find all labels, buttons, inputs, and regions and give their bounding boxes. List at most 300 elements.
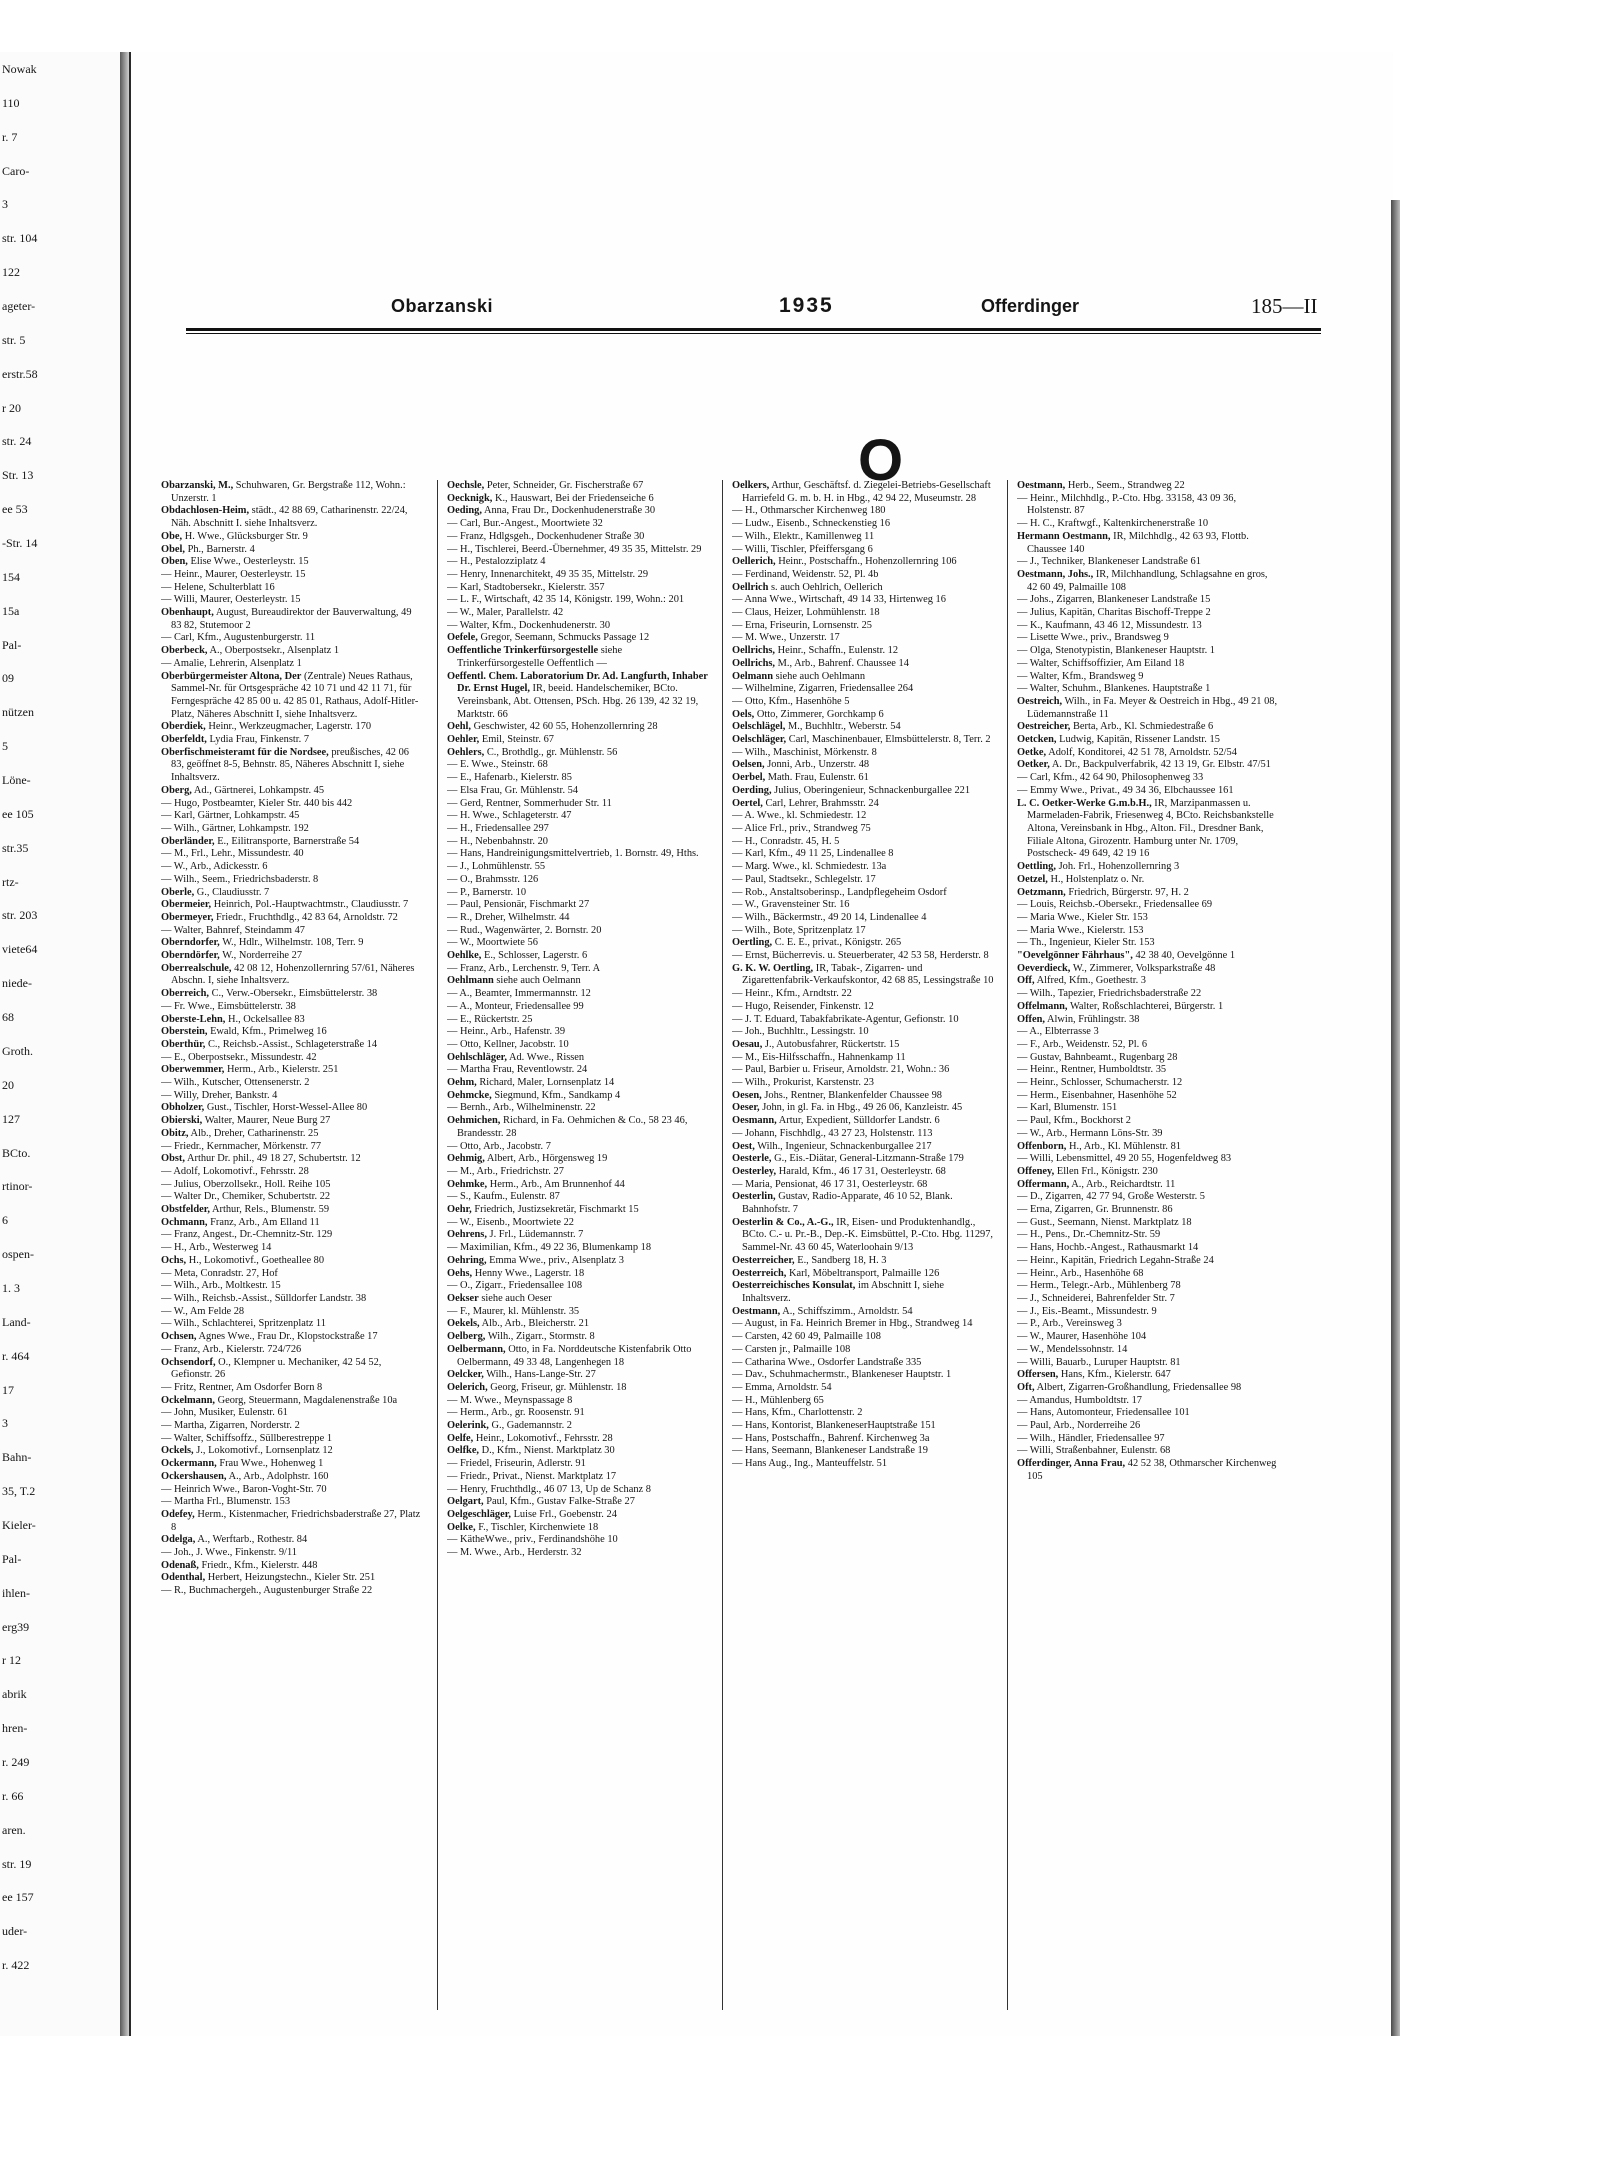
directory-entry (161, 1153, 423, 1166)
entry-surname: Offen, (1017, 1013, 1045, 1025)
directory-entry (732, 1090, 994, 1103)
entry-details: — P., Barnerstr. 10 (447, 886, 527, 898)
entry-details: — Walter, Schiffsoffz., Süllberestreppe 1 (161, 1432, 333, 1444)
entry-details: Geschwister, 42 60 55, Hohenzollernring 28 (473, 721, 658, 733)
directory-entry (161, 988, 423, 1001)
entry-details: — Paul, Barbier u. Friseur, Arnoldstr. 21, Wohn.: 36 (732, 1064, 950, 1076)
entry-details: — M., Arb., Friedrichstr. 27 (447, 1165, 564, 1177)
entry-details: Ludwig, Kapitän, Rissener Landstr. 15 (1059, 734, 1220, 746)
entry-details: Hans, Kfm., Kielerstr. 647 (1060, 1369, 1171, 1381)
left-page-fragment: Kieler- (2, 1517, 36, 1532)
entry-surname: Oberwemmer, (161, 1064, 225, 1076)
directory-entry (161, 721, 423, 734)
directory-entry (161, 1458, 423, 1471)
entry-surname: Oeding, (447, 505, 482, 517)
directory-entry (732, 1331, 994, 1344)
left-page-fragment: str.35 (2, 840, 29, 855)
directory-entry (732, 1407, 994, 1420)
page-edge-shadow (1391, 200, 1400, 2036)
directory-entry (161, 1001, 423, 1014)
entry-details: — W., Gravensteiner Str. 16 (732, 899, 850, 911)
entry-details: — Wilh., Kutscher, Ottensenerstr. 2 (161, 1077, 310, 1089)
directory-entry (161, 836, 423, 849)
directory-entry (447, 1268, 709, 1281)
entry-surname: Oelerink, (447, 1420, 489, 1432)
left-page-fragment: erg39 (2, 1619, 30, 1634)
directory-entry (1017, 493, 1279, 518)
left-page-fragment: str. 203 (2, 908, 38, 923)
entry-details: — Willi, Bauarb., Luruper Hauptstr. 81 (1017, 1356, 1181, 1368)
entry-details: — Johs., Zigarren, Blankeneser Landstraße 15 (1017, 594, 1211, 606)
entry-surname: Oehlmann (447, 975, 494, 987)
directory-entry (447, 721, 709, 734)
directory-entry (447, 798, 709, 811)
entry-details: — Julius, Kapitän, Charitas Bischoff-Treppe 2 (1017, 607, 1211, 619)
entry-surname: Oehlke, (447, 950, 482, 962)
book-gutter-shadow (120, 52, 129, 2036)
entry-surname: Oelgart, (447, 1496, 484, 1508)
directory-entry (732, 671, 994, 684)
directory-entry (1017, 620, 1279, 633)
entry-details: M., Arb., Bahrenf. Chaussee 14 (777, 657, 909, 669)
entry-surname: Obarzanski, M., (161, 480, 234, 491)
entry-details: — M. Wwe., Arb., Herderstr. 32 (447, 1547, 582, 1559)
left-page-fragment: BCto. (2, 1145, 31, 1160)
directory-entry (161, 1052, 423, 1065)
entry-details: — Walter Dr., Chemiker, Schubertstr. 22 (161, 1191, 331, 1203)
directory-column-1 (161, 480, 423, 2010)
directory-entry (732, 1357, 994, 1370)
entry-surname: Oellrich (732, 581, 769, 593)
entry-details: Arthur, Geschäftsf. d. Ziegelei-Betriebs-Gesellschaft Harriefeld G. m. b. H. in Hbg., 42 94 22, Museumstr. 28 (742, 480, 991, 504)
entry-details: Heinr., Werkzeugmacher, Lagerstr. 170 (208, 721, 372, 733)
directory-entry (447, 963, 709, 976)
entry-details: — W., Maler, Parallelstr. 42 (447, 607, 564, 619)
entry-details: — Hugo, Postbeamter, Kieler Str. 440 bis 442 (161, 797, 353, 809)
left-page-fragment: 20 (2, 1077, 14, 1092)
entry-details: — Erna, Friseurin, Lornsenstr. 25 (732, 619, 872, 631)
directory-entry (1017, 1318, 1279, 1331)
left-page-fragment: 127 (2, 1111, 20, 1126)
directory-entry (732, 963, 994, 988)
directory-entry (161, 569, 423, 582)
directory-entry (447, 1064, 709, 1077)
directory-entry (161, 1090, 423, 1103)
entry-details: — W., Mendelssohnstr. 14 (1017, 1343, 1128, 1355)
directory-entry (1017, 988, 1279, 1001)
page-number: 185—II (1251, 294, 1318, 318)
entry-surname: Oesterlin, (732, 1191, 776, 1203)
entry-details: K., Hauswart, Bei der Friedenseiche 6 (494, 492, 654, 504)
entry-details: Agnes Wwe., Frau Dr., Klopstockstraße 17 (198, 1331, 378, 1343)
entry-surname: Oetzel, (1017, 873, 1048, 885)
entry-details: — Elsa Frau, Gr. Mühlenstr. 54 (447, 784, 579, 796)
entry-details: — H., Tischlerei, Beerd.-Übernehmer, 49 35 35, Mittelstr. 29 (447, 543, 702, 555)
entry-details: H., Lokomotivf., Goetheallee 80 (188, 1254, 325, 1266)
entry-details: August, Bureaudirektor der Bauverwaltung, 49 83 82, Stutemoor 2 (171, 607, 412, 631)
entry-details: — M., Frl., Lehr., Missundestr. 40 (161, 848, 304, 860)
entry-details: — Fritz, Rentner, Am Osdorfer Born 8 (161, 1381, 323, 1393)
entry-details: — Emmy Wwe., Privat., 49 34 36, Elbchaussee 161 (1017, 784, 1234, 796)
entry-details: — Karl, Gärtner, Lohkampstr. 45 (161, 810, 300, 822)
directory-entry (447, 1039, 709, 1052)
entry-surname: Oehm, (447, 1077, 477, 1089)
entry-details: — Rud., Wagenwärter, 2. Bornstr. 20 (447, 924, 602, 936)
directory-entry (161, 645, 423, 658)
directory-entry (447, 1242, 709, 1255)
entry-surname: Oestmann, (732, 1305, 781, 1317)
entry-details: — Paul, Kfm., Bockhorst 2 (1017, 1115, 1132, 1127)
entry-details: — Wilh., Schlachterei, Spritzenplatz 11 (161, 1318, 326, 1330)
entry-details: — Herm., Eisenbahner, Hasenhöhe 52 (1017, 1089, 1177, 1101)
entry-surname: Oberbeck, (161, 645, 208, 657)
entry-details: s. auch Oehlrich, Oellerich (770, 581, 883, 593)
directory-entry (447, 1191, 709, 1204)
directory-entry (447, 975, 709, 988)
directory-entry (161, 1306, 423, 1319)
directory-entry (1017, 1191, 1279, 1204)
entry-details: — Gustav, Bahnbeamt., Rugenbarg 28 (1017, 1051, 1178, 1063)
entry-details: — A., Beamter, Immermannstr. 12 (447, 988, 591, 1000)
directory-entry (732, 1318, 994, 1331)
entry-details: — R., Buchmachergeh., Augustenburger Straße 22 (161, 1585, 373, 1597)
entry-details: — P., Arb., Vereinsweg 3 (1017, 1318, 1122, 1330)
entry-details: — Wilhelmine, Zigarren, Friedensallee 264 (732, 683, 914, 695)
entry-details: — W., Eisenb., Moortwiete 22 (447, 1216, 574, 1228)
directory-entry (447, 1484, 709, 1497)
directory-entry (1017, 645, 1279, 658)
directory-entry (161, 632, 423, 645)
entry-details: — Wilh., Arb., Moltkestr. 15 (161, 1280, 281, 1292)
directory-entry (1017, 734, 1279, 747)
entry-details: Math. Frau, Eulenstr. 61 (767, 772, 869, 784)
directory-entry (732, 1001, 994, 1014)
entry-details: Friedr., Kfm., Kielerstr. 448 (201, 1559, 318, 1571)
directory-entry (732, 1344, 994, 1357)
directory-entry (1017, 1395, 1279, 1408)
entry-details: Wilh., Hans-Lange-Str. 27 (486, 1369, 596, 1381)
directory-entry (1017, 1433, 1279, 1446)
entry-details: siehe auch Oeser (481, 1293, 552, 1304)
entry-surname: Off, (1017, 975, 1035, 987)
directory-entry (161, 1026, 423, 1039)
directory-entry (732, 1458, 994, 1471)
directory-entry (1017, 861, 1279, 874)
entry-surname: Oberrealschule, (161, 962, 232, 974)
left-page-fragment: abrik (2, 1687, 27, 1702)
left-page-fragment: r. 7 (2, 129, 18, 144)
directory-entry (732, 899, 994, 912)
directory-entry (732, 556, 994, 569)
directory-entry (447, 887, 709, 900)
directory-entry (447, 505, 709, 518)
directory-entry (161, 1585, 423, 1598)
directory-entry (447, 988, 709, 1001)
entry-surname: Oerbel, (732, 772, 766, 784)
directory-entry (732, 1014, 994, 1027)
entry-details: — H. C., Kraftwgf., Kaltenkirchenerstraße 10 (1017, 518, 1209, 530)
directory-entry (447, 1090, 709, 1103)
entry-surname: Oehmke, (447, 1178, 488, 1190)
entry-details: — Martha Frau, Reventlowstr. 24 (447, 1064, 588, 1076)
entry-surname: Oelerich, (447, 1381, 488, 1393)
entry-details: Herbert, Heizungstechn., Kieler Str. 251 (207, 1572, 376, 1584)
left-page-fragment: Pal- (2, 637, 22, 652)
entry-surname: Oehrens, (447, 1229, 487, 1241)
directory-entry (447, 1547, 709, 1560)
left-page-fragment: niede- (2, 976, 32, 991)
entry-details: — O., Brahmsstr. 126 (447, 873, 539, 885)
entry-surname: Oehmichen, (447, 1115, 501, 1127)
entry-surname: Oehr, (447, 1204, 472, 1216)
directory-entry (161, 544, 423, 557)
directory-entry (732, 518, 994, 531)
directory-entry (161, 848, 423, 861)
entry-details: — Franz, Arb., Kielerstr. 724/726 (161, 1343, 302, 1355)
directory-entry (1017, 658, 1279, 671)
directory-entry (732, 1420, 994, 1433)
entry-details: — Paul, Arb., Norderreihe 26 (1017, 1420, 1141, 1432)
directory-entry (732, 1115, 994, 1128)
directory-entry (1017, 671, 1279, 684)
entry-surname: Oelfke, (447, 1445, 480, 1457)
entry-details: C. E. E., privat., Königstr. 265 (774, 937, 902, 949)
entry-details: H., Holstenplatz o. Nr. (1050, 873, 1145, 885)
entry-details: — S., Kaufm., Eulenstr. 87 (447, 1191, 560, 1203)
entry-details: — R., Dreher, Wilhelmstr. 44 (447, 911, 570, 923)
entry-details: Emma Wwe., priv., Alsenplatz 3 (489, 1254, 624, 1266)
directory-entry (732, 988, 994, 1001)
entry-details: Artur, Expedient, Sülldorfer Landstr. 6 (778, 1115, 940, 1127)
directory-entry (732, 734, 994, 747)
directory-entry (161, 937, 423, 950)
entry-details: — Walter, Schuhm., Blankenes. Hauptstraße 1 (1017, 683, 1211, 695)
entry-surname: Oehler, (447, 734, 480, 746)
entry-details: — Hans, Kfm., Charlottenstr. 2 (732, 1407, 863, 1419)
directory-entry (732, 1179, 994, 1192)
entry-details: H., Ockelsallee 83 (227, 1013, 305, 1025)
left-page-fragment: Pal- (2, 1551, 22, 1566)
directory-entry (447, 785, 709, 798)
directory-entry (447, 899, 709, 912)
entry-details: — Heinr., Kfm., Arndtstr. 22 (732, 988, 852, 1000)
entry-details: Siegmund, Kfm., Sandkamp 4 (494, 1089, 621, 1101)
entry-details: John, in gl. Fa. in Hbg., 49 26 06, Kanzleistr. 45 (762, 1102, 963, 1114)
entry-surname: Oellrichs, (732, 657, 775, 669)
entry-surname: Oberbürgermeister Altona, Der (161, 670, 302, 682)
entry-surname: Oertel, (732, 797, 763, 809)
left-page-fragment: r. 464 (2, 1348, 30, 1363)
left-page-fragment: r 12 (2, 1653, 21, 1668)
directory-entry (447, 1153, 709, 1166)
directory-entry (1017, 899, 1279, 912)
entry-details: Friedrich, Justizsekretär, Fischmarkt 15 (474, 1204, 639, 1216)
entry-details: A., Arb., Reichardtstr. 11 (1071, 1178, 1176, 1190)
directory-entry (732, 1433, 994, 1446)
entry-surname: Offermann, (1017, 1178, 1070, 1190)
directory-entry (447, 645, 709, 670)
directory-entry (447, 1534, 709, 1547)
directory-entry (732, 1217, 994, 1255)
entry-details: C., Verw.-Obersekr., Eimsbüttelerstr. 38 (211, 988, 378, 1000)
entry-details: — Heinr., Schlosser, Schumacherstr. 12 (1017, 1077, 1183, 1089)
entry-surname: Obdachlosen-Heim, (161, 505, 250, 517)
directory-entry (161, 1395, 423, 1408)
entry-details: — Otto, Arb., Jacobstr. 7 (447, 1140, 551, 1152)
directory-entry (447, 1001, 709, 1014)
entry-details: — Anna Wwe., Wirtschaft, 49 14 33, Hirtenweg 16 (732, 594, 946, 606)
entry-surname: Oberndorfer, (161, 937, 220, 949)
entry-surname: Obel, (161, 543, 185, 555)
entry-surname: Odenthal, (161, 1572, 206, 1584)
left-page-fragment: Land- (2, 1314, 31, 1329)
directory-entry (161, 950, 423, 963)
entry-surname: Ochsendorf, (161, 1356, 216, 1368)
entry-details: — W., Maurer, Hasenhöhe 104 (1017, 1331, 1147, 1343)
entry-details: Emil, Steinstr. 67 (481, 734, 555, 746)
directory-entry (161, 1344, 423, 1357)
entry-surname: Offeney, (1017, 1165, 1055, 1177)
left-page-fragment: ee 53 (2, 502, 28, 517)
directory-entry (1017, 1407, 1279, 1420)
entry-surname: Ockelmann, (161, 1394, 215, 1406)
directory-entry (447, 937, 709, 950)
entry-surname: Oben, (161, 556, 188, 568)
directory-column-4 (1017, 480, 1279, 2010)
directory-entry (447, 1407, 709, 1420)
directory-entry (732, 1141, 994, 1154)
directory-entry (161, 785, 423, 798)
entry-surname: Obe, (161, 530, 183, 542)
directory-entry (1017, 683, 1279, 696)
entry-details: — Willi, Tischler, Pfeiffersgang 6 (732, 543, 873, 555)
left-page-fragment: rtz- (2, 874, 19, 889)
entry-details: Peter, Schneider, Gr. Fischerstraße 67 (486, 480, 644, 491)
entry-surname: Oelschläger, (732, 734, 787, 746)
entry-details: — J., Techniker, Blankeneser Landstraße 61 (1017, 556, 1201, 568)
left-page-fragment: Caro- (2, 163, 30, 178)
directory-entry (161, 1115, 423, 1128)
entry-surname: Oetker, (1017, 759, 1050, 771)
entry-details: Schuhwaren, Gr. Bergstraße 112, Wohn.: Unzerstr. 1 (171, 480, 406, 504)
directory-entry (732, 1166, 994, 1179)
directory-entry (447, 925, 709, 938)
directory-entry (1017, 569, 1279, 594)
entry-surname: Oberle, (161, 886, 195, 898)
entry-details: — Maria Wwe., Kieler Str. 153 (1017, 911, 1148, 923)
directory-entry (1017, 1268, 1279, 1281)
entry-surname: Oberg, (161, 784, 192, 796)
entry-surname: Obitz, (161, 1127, 189, 1139)
left-page-fragment: Str. 13 (2, 468, 34, 483)
directory-entry (1017, 874, 1279, 887)
directory-entry (1017, 1090, 1279, 1103)
directory-entry (447, 836, 709, 849)
entry-details: siehe auch Oelmann (496, 975, 581, 987)
entry-details: — Franz, Arb., Lerchenstr. 9, Terr. A (447, 962, 601, 974)
entry-details: 42 08 12, Hohenzollernring 57/61, Näheres Abschn. I, siehe Inhaltsverz. (171, 962, 415, 987)
entry-surname: G. K. W. Oertling, (732, 962, 814, 974)
entry-details: Jonni, Arb., Unzerstr. 48 (767, 759, 870, 771)
directory-entry (1017, 1128, 1279, 1141)
entry-surname: Offelmann, (1017, 1000, 1068, 1012)
entry-details: — Carsten jr., Palmaille 108 (732, 1343, 851, 1355)
directory-entry (447, 1471, 709, 1484)
entry-details: Adolf, Konditorei, 42 51 78, Arnoldstr. 52/54 (1048, 746, 1237, 758)
entry-details: — Fr. Wwe., Eimsbüttelerstr. 38 (161, 1000, 296, 1012)
entry-details: — Heinr., Arb., Hasenhöhe 68 (1017, 1267, 1144, 1279)
entry-surname: Oettling, (1017, 861, 1056, 873)
directory-entry (161, 1496, 423, 1509)
directory-entry (1017, 1014, 1279, 1027)
directory-entry (161, 1128, 423, 1141)
directory-entry (447, 556, 709, 569)
entry-details: — Wilh., Maschinist, Mörkenstr. 8 (732, 746, 877, 758)
directory-entry (732, 810, 994, 823)
entry-details: — Heinrich Wwe., Baron-Voght-Str. 70 (161, 1483, 327, 1495)
entry-details: IR, Milchhandlung, Schlagsahne en gros, 42 60 49, Palmaille 108 (1027, 568, 1268, 593)
entry-details: M., Buchhltr., Weberstr. 54 (788, 721, 901, 733)
directory-entry (1017, 785, 1279, 798)
entry-details: — Maria, Pensionat, 46 17 31, Oesterleystr. 68 (732, 1178, 928, 1190)
entry-details: — Otto, Kellner, Jacobstr. 10 (447, 1038, 569, 1050)
directory-entry (161, 1331, 423, 1344)
entry-surname: Odenaß, (161, 1559, 199, 1571)
directory-entry (161, 1560, 423, 1573)
entry-details: — Julius, Oberzollsekr., Holl. Reihe 105 (161, 1178, 331, 1190)
entry-details: — Martha Frl., Blumenstr. 153 (161, 1496, 291, 1508)
entry-surname: Odefey, (161, 1508, 195, 1520)
directory-entry (161, 1102, 423, 1115)
entry-details: — Gust., Seemann, Nienst. Marktplatz 18 (1017, 1216, 1192, 1228)
left-page-fragment: rtinor- (2, 1179, 33, 1194)
entry-details: — Friedr., Kernmacher, Mörkenstr. 77 (161, 1140, 322, 1152)
directory-entry (161, 1433, 423, 1446)
entry-details: — Franz, Hdlgsgeh., Dockenhudener Straße 30 (447, 530, 645, 542)
entry-surname: Obermeier, (161, 899, 212, 911)
entry-details: Ewald, Kfm., Primelweg 16 (210, 1026, 327, 1038)
entry-details: C., Reichsb.-Assist., Schlageterstraße 14 (207, 1038, 378, 1050)
directory-entry (447, 1496, 709, 1509)
directory-entry (161, 1534, 423, 1547)
entry-surname: Oesau, (732, 1038, 763, 1050)
entry-details: — Johann, Fischhdlg., 43 27 23, Holstenstr. 113 (732, 1127, 933, 1139)
directory-entry (161, 1141, 423, 1154)
entry-details: — H., Mühlenberg 65 (732, 1394, 824, 1406)
entry-surname: Oehlers, (447, 746, 485, 758)
entry-details: — Hans, Postschaffn., Bahrenf. Kirchenweg 3a (732, 1432, 930, 1444)
entry-details: Georg, Steuermann, Magdalenenstraße 10a (217, 1394, 398, 1406)
entry-details: — Erna, Zigarren, Gr. Brunnenstr. 86 (1017, 1204, 1173, 1216)
entry-details: — Wilh., Prokurist, Karstenstr. 23 (732, 1077, 874, 1089)
entry-details: C., Brothdlg., gr. Mühlenstr. 56 (486, 746, 618, 758)
entry-details: — M. Wwe., Meynspassage 8 (447, 1394, 573, 1406)
entry-details: A., Schiffszimm., Arnoldstr. 54 (782, 1305, 913, 1317)
directory-entry (161, 1407, 423, 1420)
directory-column-3 (732, 480, 994, 2010)
entry-details: — Heinr., Kapitän, Friedrich Legahn-Straße 24 (1017, 1254, 1214, 1266)
directory-entry (161, 1572, 423, 1585)
entry-details: — L. F., Wirtschaft, 42 35 14, Königstr. 199, Wohn.: 201 (447, 594, 685, 606)
directory-entry (161, 734, 423, 747)
entry-details: siehe Trinkerfürsorgestelle Oeffentlich — (457, 645, 623, 669)
entry-surname: Oecknigk, (447, 492, 493, 504)
directory-entry (447, 1014, 709, 1027)
directory-entry (161, 607, 423, 632)
entry-surname: Oekser (447, 1293, 479, 1304)
entry-details: W., Norderreihe 27 (222, 950, 303, 962)
entry-details: — Maximilian, Kfm., 49 22 36, Blumenkamp 18 (447, 1242, 652, 1254)
